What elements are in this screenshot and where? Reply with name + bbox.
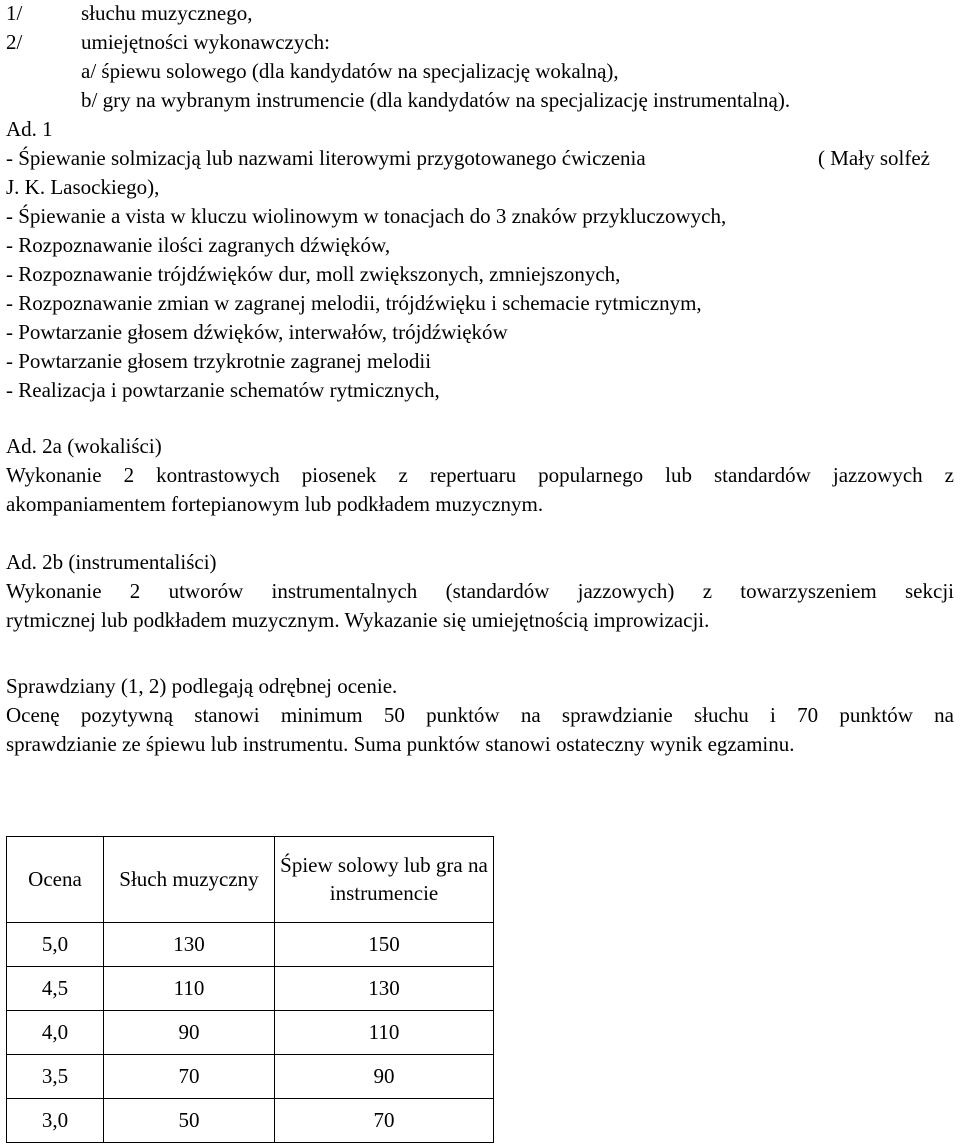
ad1-bullet: - Rozpoznawanie zmian w zagranej melodii, trójdźwięku i schemacie rytmicznym, [6,291,702,315]
ad1-bullet: - Realizacja i powtarzanie schematów rytmicznych, [6,378,440,402]
ad1-bullet: - Powtarzanie głosem trzykrotnie zagranej melodii [6,349,432,373]
ad1-bullet: - Rozpoznawanie trójdźwięków dur, moll zwiększonych, zmniejszonych, [6,262,621,286]
cell-performance: 130 [275,967,494,1011]
cell-grade: 3,0 [7,1099,104,1143]
intro-item-text: umiejętności wykonawczych: [81,30,331,54]
cell-performance: 110 [275,1011,494,1055]
table-row [7,923,494,967]
table-row [7,967,494,1011]
intro-item-text: słuchu muzycznego, [81,1,253,25]
cell-ear: 50 [104,1099,275,1143]
cell-grade: 3,5 [7,1055,104,1099]
table-header-row [7,837,494,923]
intro-subitem-b: b/ gry na wybranym instrumencie (dla kandydatów na specjalizację instrumentalną). [81,88,791,112]
ad2a-paragraph-line-1: Wykonanie 2 kontrastowych piosenek z repertuaru popularnego lub standardów jazzowych z [6,463,954,487]
ad1-line-2: J. K. Lasockiego), [6,175,160,199]
cell-grade: 5,0 [7,923,104,967]
cell-ear: 70 [104,1055,275,1099]
cell-performance: 90 [275,1055,494,1099]
ad2a-heading: Ad. 2a (wokaliści) [6,434,162,458]
header-grade: Ocena [7,837,104,923]
cell-performance: 70 [275,1099,494,1143]
cell-grade: 4,5 [7,967,104,1011]
ad1-line-1-text: - Śpiewanie solmizacją lub nazwami literowymi przygotowanego ćwiczenia [6,146,646,170]
ad1-bullet: - Śpiewanie a vista w kluczu wiolinowym w tonacjach do 3 znaków przykluczowych, [6,204,727,228]
ad1-line-1 [6,148,646,169]
cell-ear: 90 [104,1011,275,1055]
table-row [7,1011,494,1055]
cell-performance: 150 [275,923,494,967]
ad2b-paragraph-line-2: rytmicznej lub podkładem muzycznym. Wykazanie się umiejętnością improwizacji. [6,608,710,632]
cell-ear: 130 [104,923,275,967]
header-ear: Słuch muzyczny [104,837,275,923]
summary-line-2: Ocenę pozytywną stanowi minimum 50 punktów na sprawdzianie słuchu i 70 punktów na [6,703,954,727]
cell-ear: 110 [104,967,275,1011]
header-performance: Śpiew solowy lub gra na instrumencie [275,837,494,923]
ad1-heading: Ad. 1 [6,117,53,141]
intro-subitem-a: a/ śpiewu solowego (dla kandydatów na specjalizację wokalną), [81,59,619,83]
table-row [7,1055,494,1099]
intro-item-number: 1/ [6,1,23,25]
summary-line-3: sprawdzianie ze śpiewu lub instrumentu. Suma punktów stanowi ostateczny wynik egzaminu. [6,732,795,756]
ad2b-paragraph-line-1: Wykonanie 2 utworów instrumentalnych (standardów jazzowych) z towarzyszeniem sekcji [6,579,954,603]
table-row [7,1099,494,1143]
ad1-bullet: - Rozpoznawanie ilości zagranych dźwięków, [6,233,391,257]
ad1-line-1-note: ( Mały solfeż [818,146,930,170]
intro-item-2 [6,32,330,53]
ad1-bullet: - Powtarzanie głosem dźwięków, interwałów, trójdźwięków [6,320,508,344]
ad2a-paragraph-line-2: akompaniamentem fortepianowym lub podkładem muzycznym. [6,492,544,516]
cell-grade: 4,0 [7,1011,104,1055]
intro-item-1 [6,3,252,24]
summary-line-1: Sprawdziany (1, 2) podlegają odrębnej ocenie. [6,674,398,698]
scores-table [6,836,494,1143]
intro-item-number: 2/ [6,30,23,54]
ad2b-heading: Ad. 2b (instrumentaliści) [6,550,217,574]
